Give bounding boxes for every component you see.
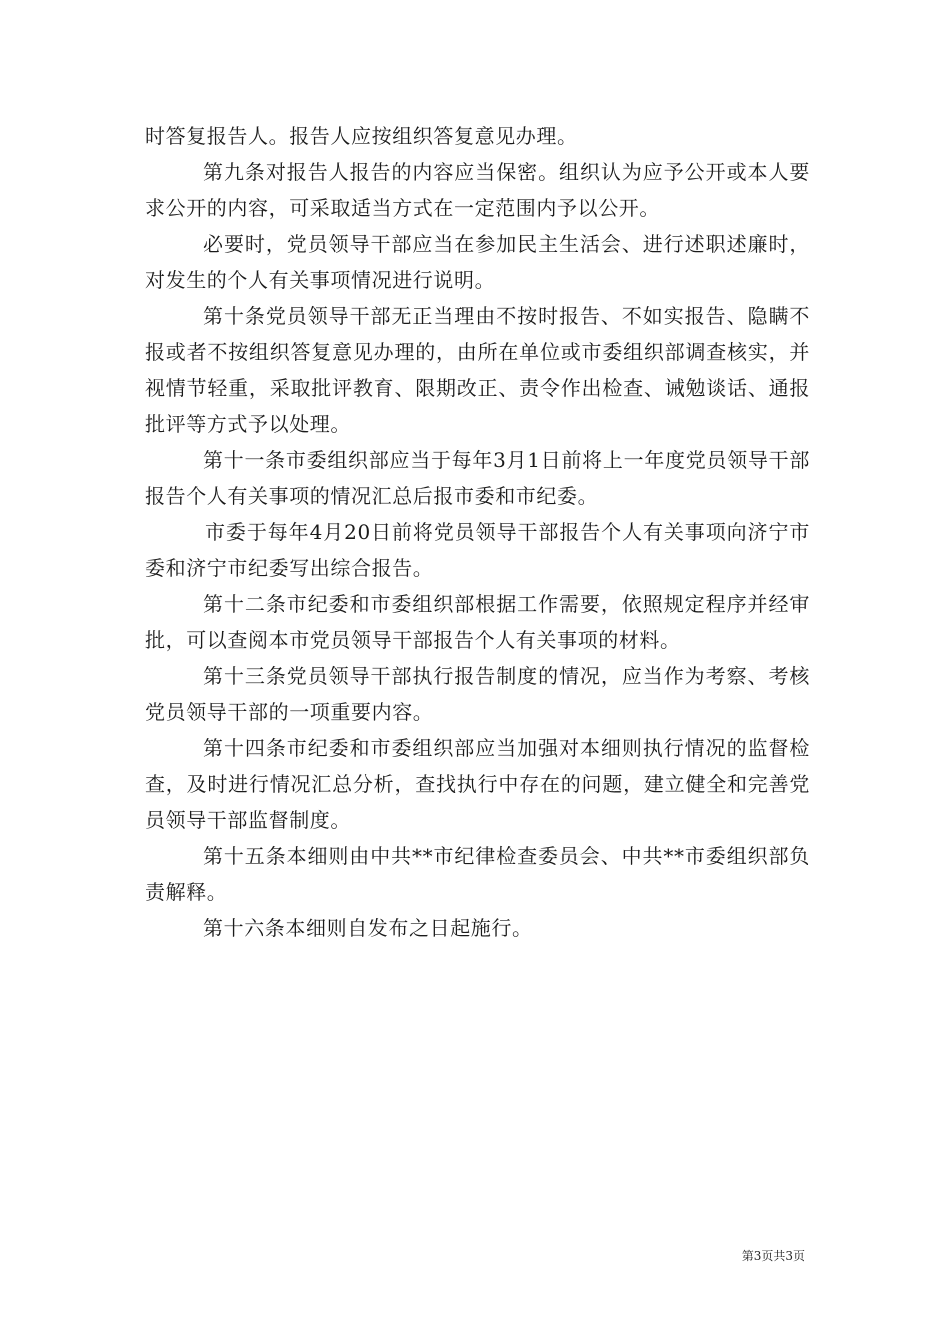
page-number: 第3页共3页 (741, 1249, 805, 1263)
paragraph-article-11: 第十一条市委组织部应当于每年3月1日前将上一年度党员领导干部报告个人有关事项的情况汇总后报市委和市纪委。 (145, 448, 810, 508)
paragraph-article-10: 第十条党员领导干部无正当理由不按时报告、不如实报告、隐瞒不报或者不按组织答复意见办理的，由所在单位或市委组织部调查核实，并视情节轻重，采取批评教育、限期改正、责令作出检查、诫勉谈话、通报批评等方式予以处理。 (145, 304, 810, 436)
paragraph-article-15: 第十五条本细则由中共**市纪律检查委员会、中共**市委组织部负责解释。 (145, 844, 810, 904)
paragraph-article-13: 第十三条党员领导干部执行报告制度的情况，应当作为考察、考核党员领导干部的一项重要内容。 (145, 664, 810, 724)
paragraph-article-9: 第九条对报告人报告的内容应当保密。组织认为应予公开或本人要求公开的内容，可采取适当方式在一定范围内予以公开。 (145, 160, 810, 220)
paragraph-article-16: 第十六条本细则自发布之日起施行。 (203, 916, 533, 940)
paragraph-article-12: 第十二条市纪委和市委组织部根据工作需要，依照规定程序并经审批，可以查阅本市党员领导干部报告个人有关事项的材料。 (145, 592, 810, 652)
paragraph-city-committee-report: 市委于每年4月20日前将党员领导干部报告个人有关事项向济宁市委和济宁市纪委写出综合报告。 (145, 520, 810, 580)
document-body (145, 118, 810, 946)
paragraph-necessary-explanation: 必要时，党员领导干部应当在参加民主生活会、进行述职述廉时，对发生的个人有关事项情况进行说明。 (145, 232, 810, 292)
paragraph-article-14: 第十四条市纪委和市委组织部应当加强对本细则执行情况的监督检查，及时进行情况汇总分析，查找执行中存在的问题，建立健全和完善党员领导干部监督制度。 (145, 736, 810, 832)
paragraph-continuation: 时答复报告人。报告人应按组织答复意见办理。 (145, 124, 578, 148)
